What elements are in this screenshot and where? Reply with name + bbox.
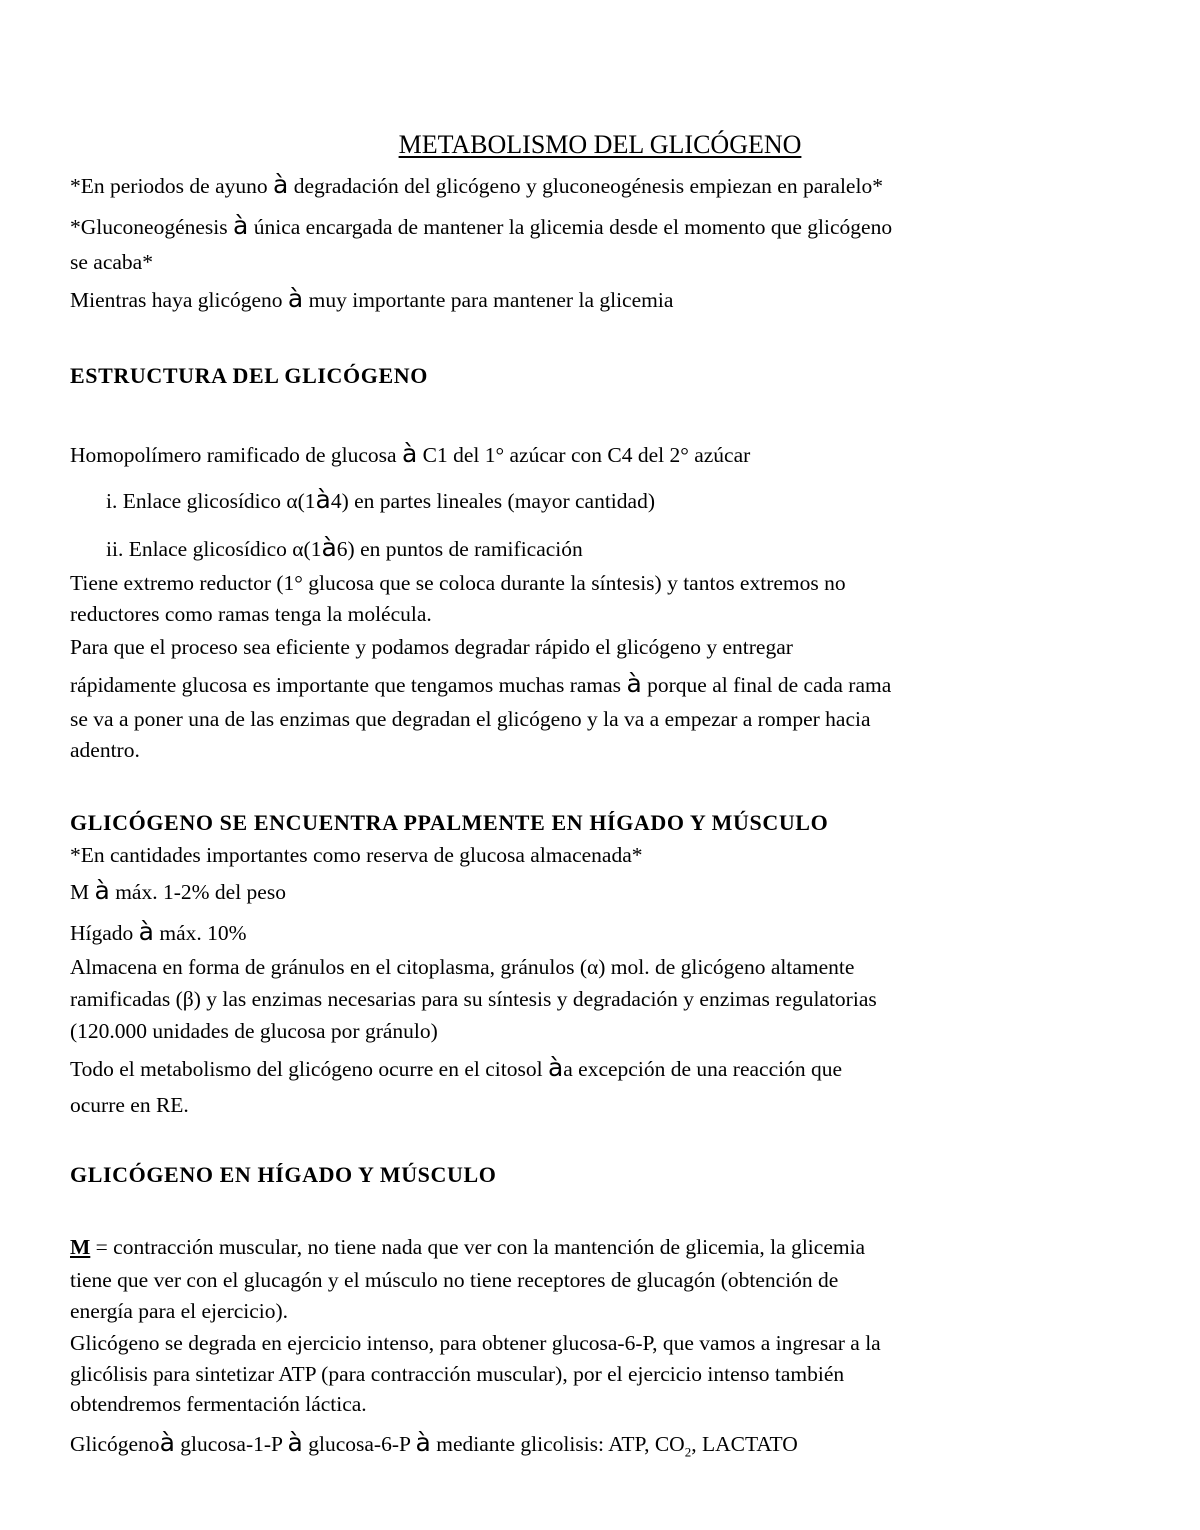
text-span: rápidamente glucosa es importante que tengamos muchas ramas	[70, 673, 627, 697]
arrow-icon: à	[321, 533, 337, 562]
text-span: *Gluconeogénesis	[70, 215, 234, 239]
ubicacion-l2	[70, 878, 286, 904]
m-label: M	[70, 1235, 91, 1259]
text-span: *En periodos de ayuno	[70, 174, 274, 198]
hm-l3: energía para el ejercicio).	[70, 1299, 289, 1323]
list-item-1	[106, 487, 655, 513]
text-span: degradación del glicógeno y gluconeogénesis empiezan en paralelo*	[288, 174, 883, 198]
text-span: glucosa-6-P	[302, 1432, 416, 1456]
arrow-icon: à	[315, 485, 331, 514]
text-span: 6) en puntos de ramificación	[336, 537, 583, 561]
hm-l1	[70, 1237, 865, 1259]
list-number: ii.	[106, 537, 124, 561]
text-span: Enlace glicosídico α(1	[117, 489, 316, 513]
text-span: Enlace glicosídico α(1	[123, 537, 322, 561]
list-number: i.	[106, 489, 118, 513]
ubicacion-l6: (120.000 unidades de glucosa por gránulo)	[70, 1019, 438, 1043]
intro-line-2	[70, 213, 892, 239]
text-span: Mientras haya glicógeno	[70, 288, 288, 312]
arrow-icon: à	[547, 1053, 564, 1082]
hm-l5: glicólisis para sintetizar ATP (para contracción muscular), por el ejercicio intenso también	[70, 1362, 845, 1386]
ubicacion-l1: *En cantidades importantes como reserva de glucosa almacenada*	[70, 843, 643, 867]
text-span: 4) en partes lineales (mayor cantidad)	[330, 489, 655, 513]
text-span: máx. 1-2% del peso	[109, 880, 286, 904]
arrow-icon: à	[287, 1428, 303, 1457]
arrow-icon: à	[401, 439, 418, 468]
subscript: 2	[684, 1444, 692, 1460]
arrow-icon: à	[233, 211, 249, 240]
intro-line-3: se acaba*	[70, 250, 153, 274]
text-span: Hígado	[70, 921, 139, 945]
text-span: mediante glicolisis: ATP, CO	[430, 1432, 685, 1456]
section-heading-estructura: ESTRUCTURA DEL GLICÓGENO	[70, 363, 428, 388]
text-span: C1 del 1° azúcar con C4 del 2° azúcar	[417, 443, 751, 467]
text-span: máx. 10%	[154, 921, 247, 945]
text-span: = contracción muscular, no tiene nada que ver con la mantención de glicemia, la glicemia	[90, 1235, 866, 1259]
text-span: a excepción de una reacción que	[563, 1057, 843, 1081]
hm-l6: obtendremos fermentación láctica.	[70, 1392, 367, 1416]
list-item-2	[106, 535, 583, 561]
hm-l2: tiene que ver con el glucagón y el músculo no tiene receptores de glucagón (obtención de	[70, 1268, 839, 1292]
ubicacion-l5: ramificadas (β) y las enzimas necesarias para su síntesis y degradación y enzimas regulatorias	[70, 987, 877, 1011]
estructura-p2-l3: se va a poner una de las enzimas que degradan el glicógeno y la va a empezar a romper hacia	[70, 707, 871, 731]
estructura-p2-l2	[70, 671, 891, 697]
text-span: , LACTATO	[691, 1432, 798, 1456]
arrow-icon: à	[415, 1428, 431, 1457]
estructura-p1-l2: reductores como ramas tenga la molécula.	[70, 602, 432, 626]
ubicacion-l3	[70, 919, 247, 945]
estructura-homopolimero	[70, 441, 750, 467]
hm-l7	[70, 1430, 798, 1458]
ubicacion-l8: ocurre en RE.	[70, 1093, 189, 1117]
estructura-p1-l1: Tiene extremo reductor (1° glucosa que se coloca durante la síntesis) y tantos extremos no	[70, 571, 846, 595]
arrow-icon: à	[94, 876, 110, 905]
text-span: única encargada de mantener la glicemia desde el momento que glicógeno	[248, 215, 893, 239]
estructura-p2-l4: adentro.	[70, 738, 140, 762]
text-span: muy importante para mantener la glicemia	[303, 288, 674, 312]
page-title: METABOLISMO DEL GLICÓGENO	[398, 130, 802, 159]
arrow-icon: à	[287, 284, 304, 313]
section-heading-ubicacion: GLICÓGENO SE ENCUENTRA PPALMENTE EN HÍGADO Y MÚSCULO	[70, 810, 829, 835]
arrow-icon: à	[626, 669, 642, 698]
text-span: M	[70, 880, 95, 904]
intro-line-1	[70, 172, 883, 198]
text-span: porque al final de cada rama	[641, 673, 892, 697]
arrow-icon: à	[159, 1428, 175, 1457]
ubicacion-l4: Almacena en forma de gránulos en el citoplasma, gránulos (α) mol. de glicógeno altamente	[70, 955, 855, 979]
hm-l4: Glicógeno se degrada en ejercicio intenso, para obtener glucosa-6-P, que vamos a ingresar a la	[70, 1331, 881, 1355]
arrow-icon: à	[273, 170, 289, 199]
ubicacion-l7	[70, 1055, 842, 1081]
text-span: Todo el metabolismo del glicógeno ocurre en el citosol	[70, 1057, 548, 1081]
intro-line-4	[70, 286, 673, 312]
text-span: glucosa-1-P	[174, 1432, 288, 1456]
arrow-icon: à	[138, 917, 154, 946]
text-span: Homopolímero ramificado de glucosa	[70, 443, 402, 467]
estructura-p2-l1: Para que el proceso sea eficiente y podamos degradar rápido el glicógeno y entregar	[70, 635, 793, 659]
text-span: Glicógeno	[70, 1432, 160, 1456]
section-heading-higado-musculo: GLICÓGENO EN HÍGADO Y MÚSCULO	[70, 1162, 497, 1187]
